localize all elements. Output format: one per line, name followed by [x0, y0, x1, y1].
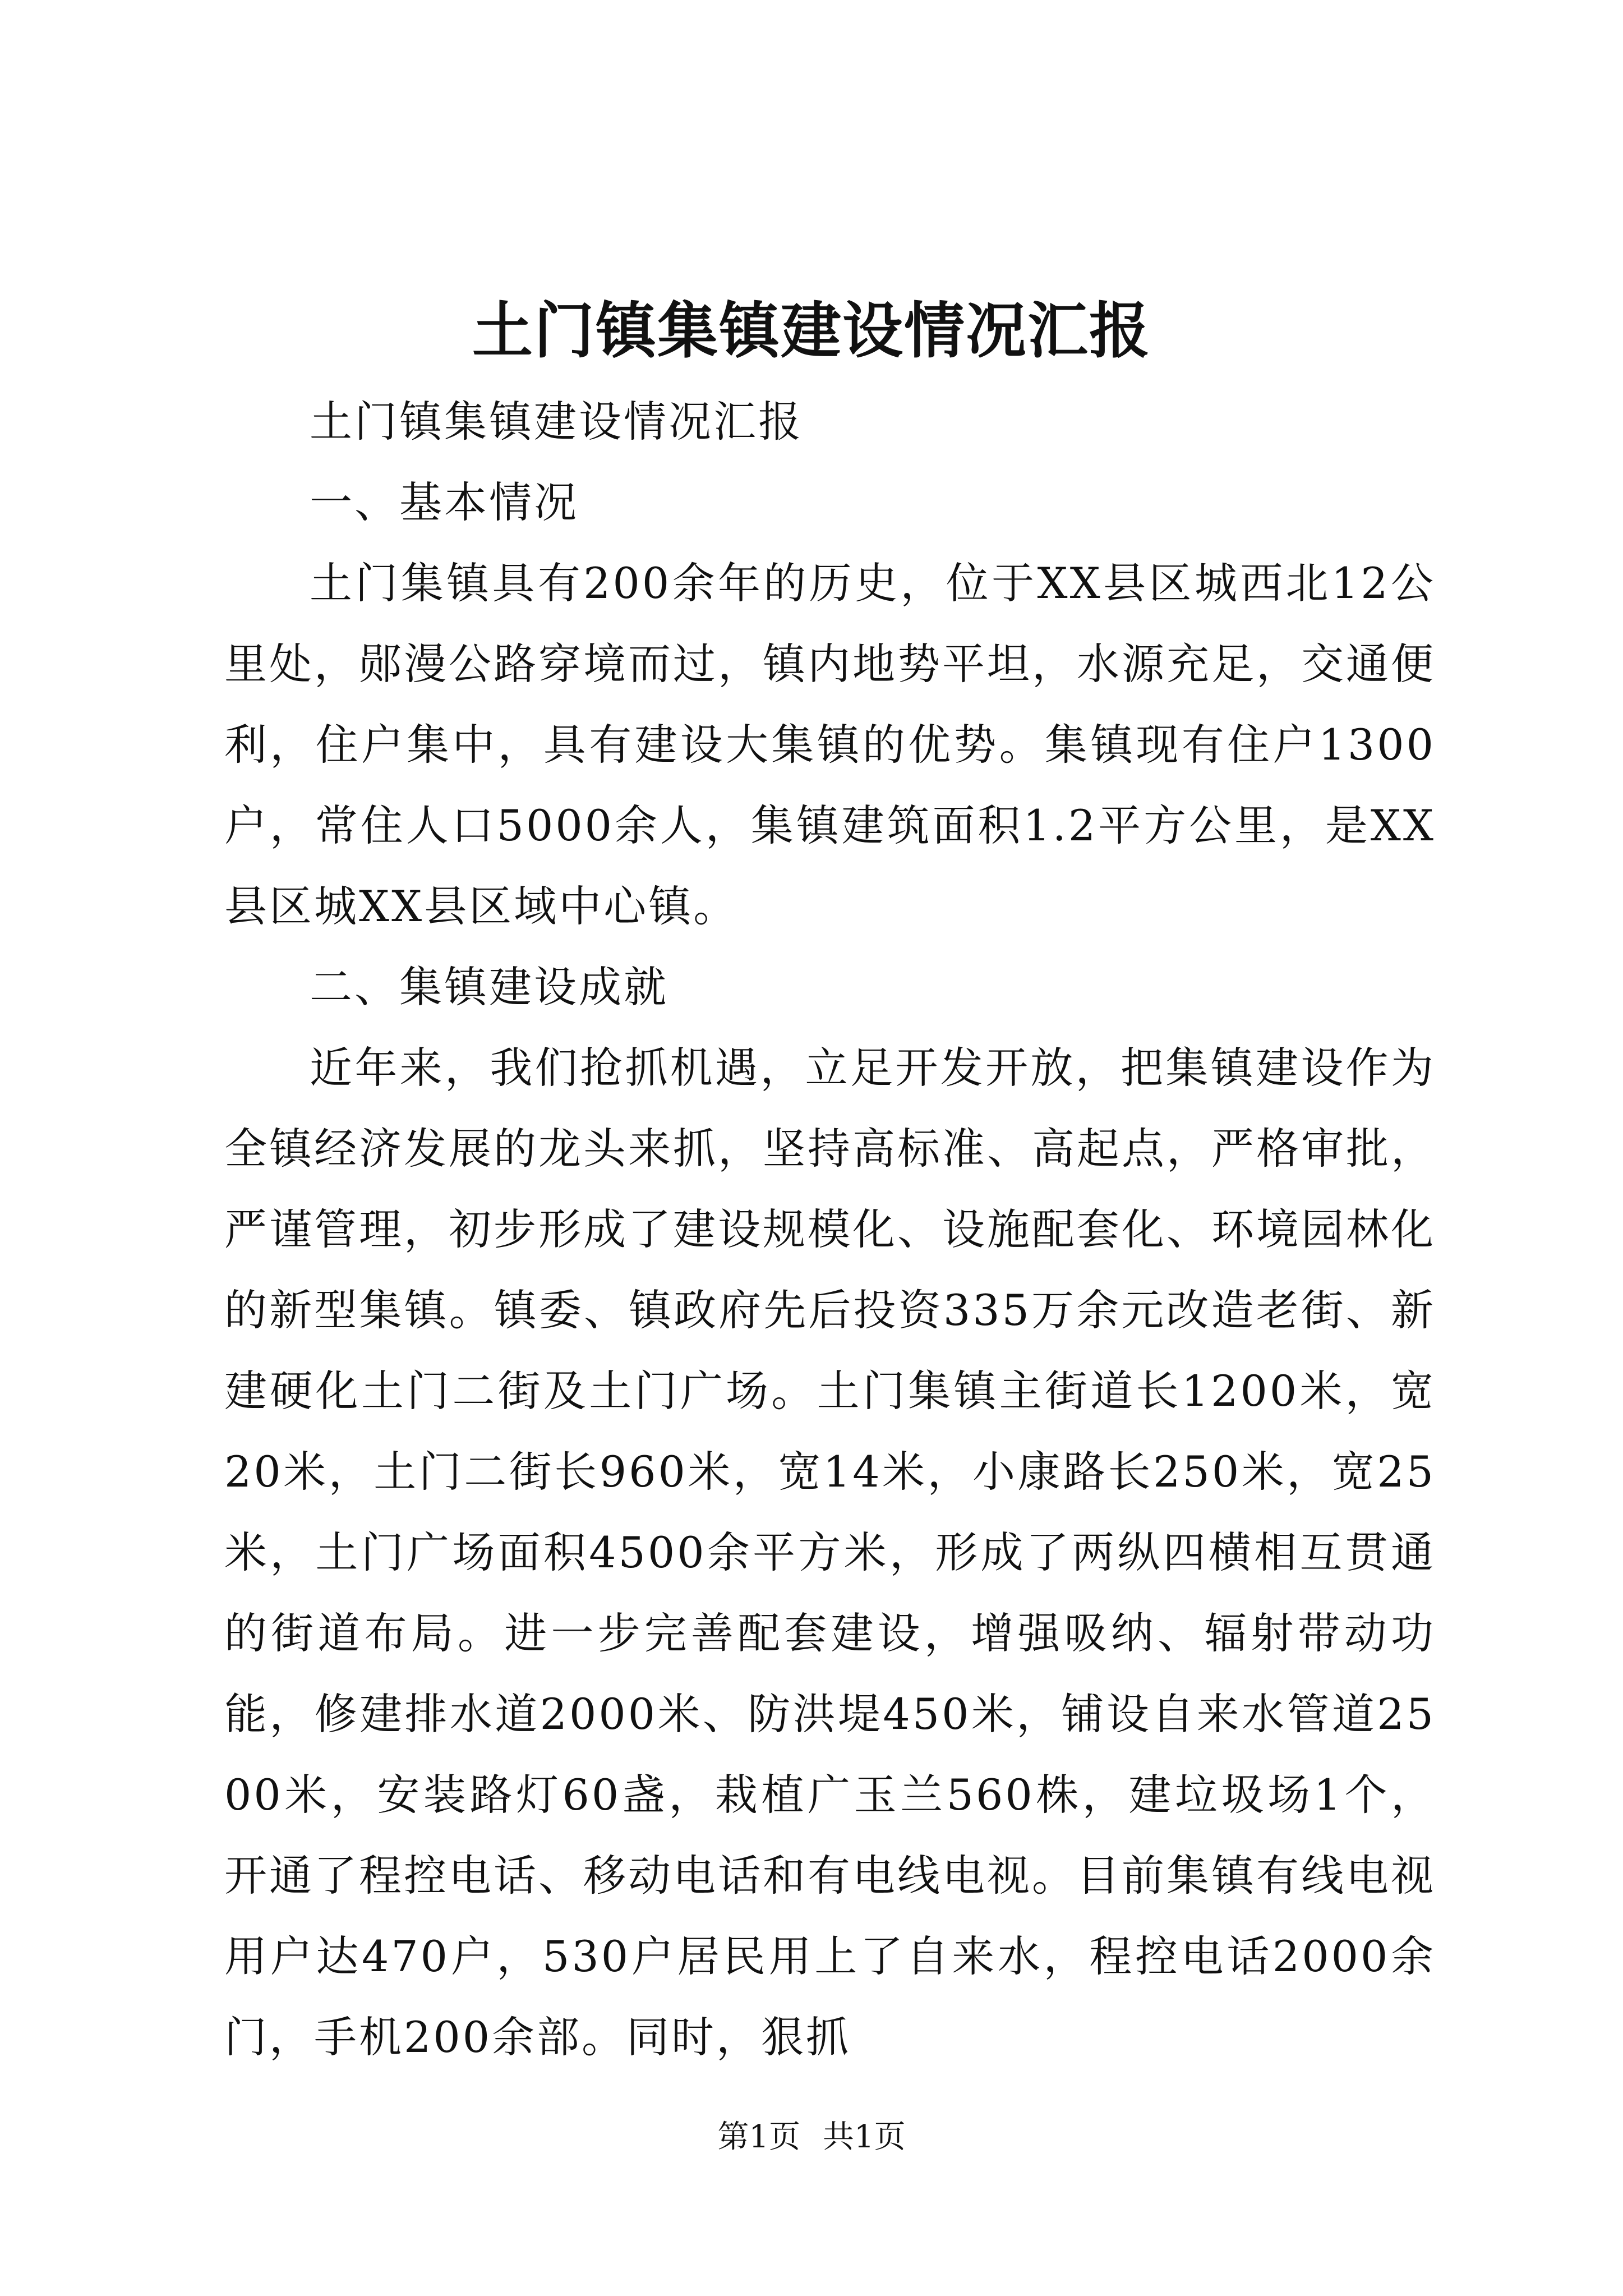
page-footer [0, 2115, 1623, 2160]
section-heading-achievements: 二、集镇建设成就 [310, 962, 668, 1012]
paragraph-subtitle: 土门镇集镇建设情况汇报 [310, 397, 803, 447]
section-heading-basic: 一、基本情况 [310, 477, 579, 527]
page-number: 第1页 [717, 2119, 800, 2155]
paragraph-achievements: 近年来，我们抢抓机遇，立足开发开放，把集镇建设作为全镇经济发展的龙头来抓，坚持高标准、高起点，严格审批，严谨管理，初步形成了建设规模化、设施配套化、环境园林化的新型集镇。镇委、镇政府先后投资335万余元改造老街、新建硬化土门二街及土门广场。土门集镇主街道长1200米，宽20米，土门二街长960米，宽14米，小康路长250米，宽25米，土门广场面积4500余平方米，形成了两纵四横相互贯通的街道布局。进一步完善配套建设，增强吸纳、辐射带动功能，修建排水道2000米、防洪堤450米，铺设自来水管道2500米，安装路灯60盏，栽植广玉兰560株，建垃圾场1个，开通了程控电话、移动电话和有电线电视。目前集镇有线电视用户达470户，530户居民用上了自来水，程控电话2000余门，手机200余部。同时，狠抓 [224, 1043, 1436, 2062]
paragraph-basic-info: 土门集镇具有200余年的历史，位于XX县区城西北12公里处，郧漫公路穿境而过，镇内地势平坦，水源充足，交通便利，住户集中，具有建设大集镇的优势。集镇现有住户1300户，常住人口5000余人，集镇建筑面积1.2平方公里，是XX县区城XX县区域中心镇。 [224, 558, 1436, 931]
document-title: 土门镇集镇建设情况汇报 [472, 296, 1151, 366]
page-total: 共1页 [823, 2119, 906, 2155]
document-body [224, 381, 1436, 2078]
